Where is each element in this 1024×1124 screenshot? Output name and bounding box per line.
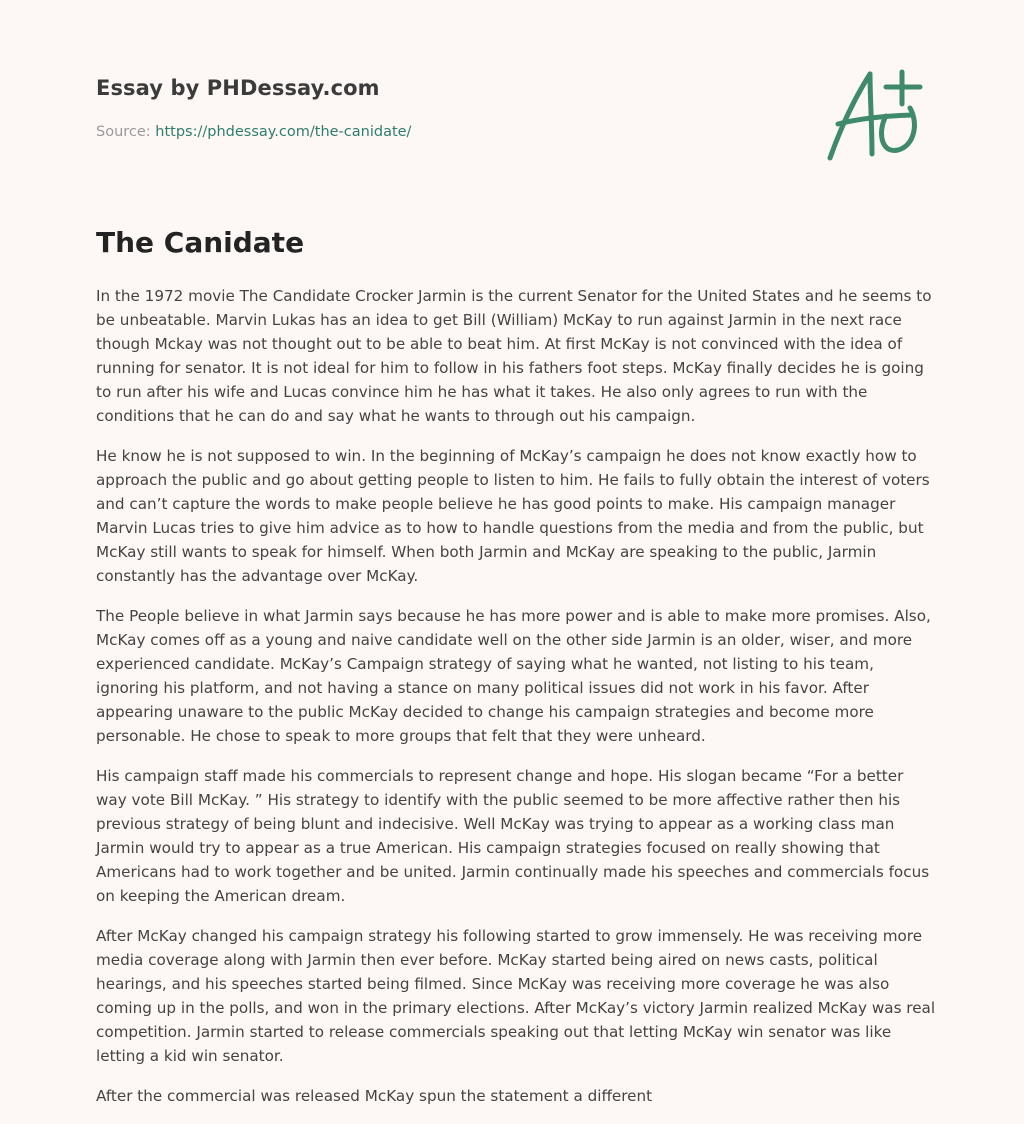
essay-paragraph: In the 1972 movie The Candidate Crocker Jarmin is the current Senator for the United States and he seems to be unbeatable. Marvin Lukas has an idea to get Bill (William) McKay to run against Jarmin in the next race though Mckay was not thought out to be able to beat him. At first McKay is not convinced with the idea of running for senator. It is not ideal for him to follow in his fathers foot steps. McKay finally decides he is going to run after his wife and Lucas convince him he has what it takes. He also only agrees to run with the conditions that he can do and say what he wants to through out his campaign. [96, 287, 932, 425]
site-title: Essay by PHDessay.com [96, 76, 380, 100]
essay-title: The Canidate [96, 226, 305, 259]
source-link[interactable]: https://phdessay.com/the-canidate/ [155, 124, 412, 140]
essay-paragraph: After the commercial was released McKay spun the statement a different [96, 1087, 653, 1105]
essay-paragraph: He know he is not supposed to win. In the beginning of McKay’s campaign he does not know exactly how to approach the public and go about getting people to listen to him. He fails to fully obtain the interest of voters and can’t capture the words to make people believe he has good points to make. His campaign manager Marvin Lucas tries to give him advice as to how to handle questions from the media and from the public, but McKay still wants to speak for himself. When both Jarmin and McKay are speaking to the public, Jarmin constantly has the advantage over McKay. [96, 447, 930, 585]
essay-paragraph: The People believe in what Jarmin says because he has more power and is able to make more promises. Also, McKay comes off as a young and naive candidate well on the other side Jarmin is an older, wiser, and more experienced candidate. McKay’s Campaign strategy of saying what he wanted, not listing to his team, ignoring his platform, and not having a stance on many political issues did not work in his favor. After appearing unaware to the public McKay decided to change his campaign strategies and become more personable. He chose to speak to more groups that felt that they were unheard. [96, 607, 931, 745]
essay-paragraph: After McKay changed his campaign strategy his following started to grow immensely. He was receiving more media coverage along with Jarmin then ever before. McKay started being aired on news casts, political hearings, and his speeches started being filmed. Since McKay was receiving more coverage he was also coming up in the polls, and won in the primary elections. After McKay’s victory Jarmin realized McKay was real competition. Jarmin started to release commercials speaking out that letting McKay win senator was like letting a kid win senator. [96, 927, 936, 1065]
source-line [96, 124, 411, 140]
a-plus-logo-icon [820, 64, 930, 166]
essay-paragraph: His campaign staff made his commercials to represent change and hope. His slogan became “For a better way vote Bill McKay. ” His strategy to identify with the public seemed to be more affective rather then his previous strategy of being blunt and indecisive. Well McKay was trying to appear as a working class man Jarmin would try to appear as a true American. His campaign strategies focused on really showing that Americans had to work together and be united. Jarmin continually made his speeches and commercials focus on keeping the American dream. [96, 767, 930, 905]
source-label: Source: [96, 124, 156, 140]
essay-body [96, 284, 936, 1124]
